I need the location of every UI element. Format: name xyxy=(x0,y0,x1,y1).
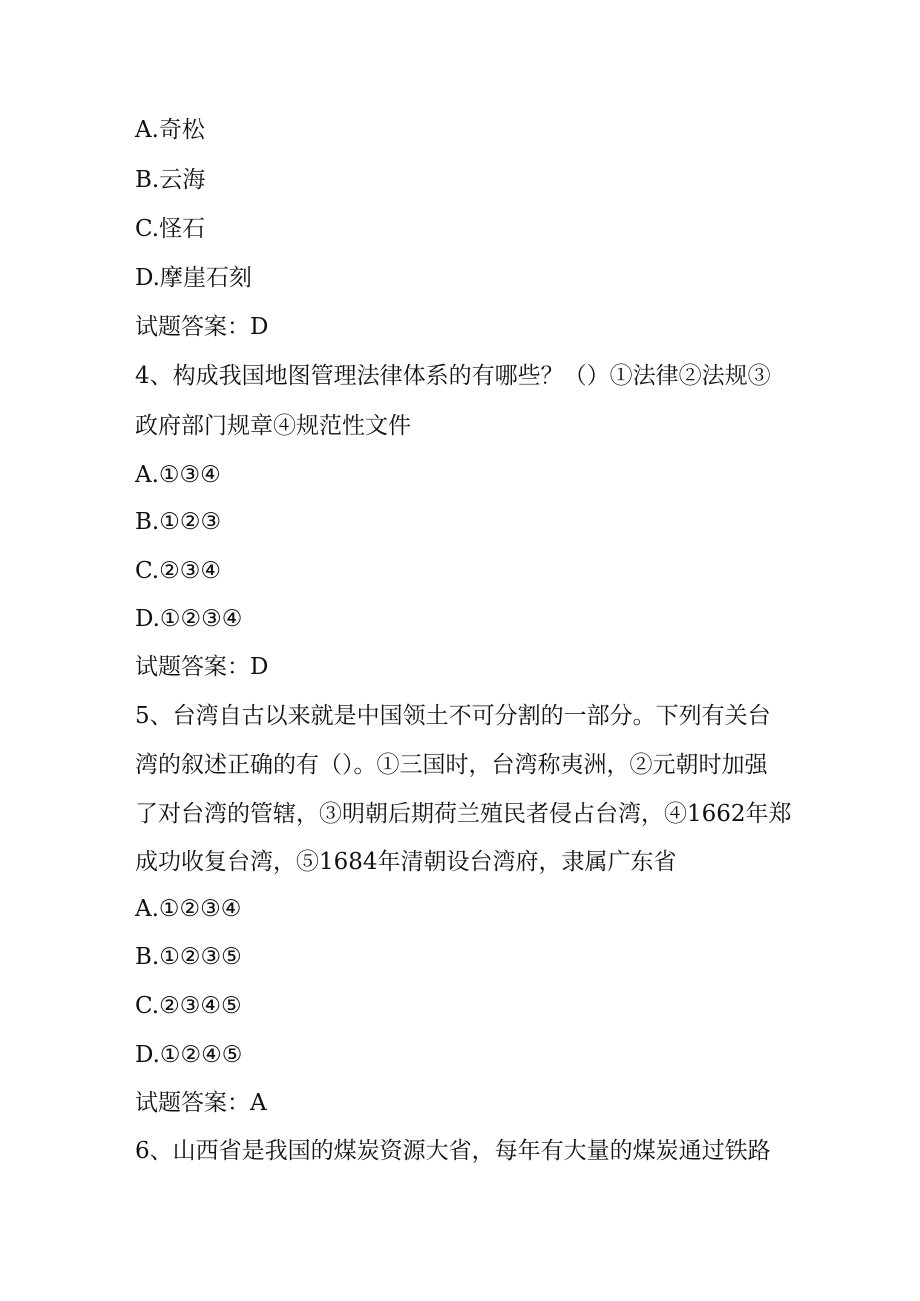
q3-option-c: C.怪石 xyxy=(135,216,206,242)
q4-text-line-1: 4、构成我国地图管理法律体系的有哪些？（）①法律②法规③ xyxy=(135,363,771,389)
q5-option-b: B.①②③⑤ xyxy=(135,944,242,970)
q5-text-line-1: 5、台湾自古以来就是中国领土不可分割的一部分。下列有关台 xyxy=(135,703,771,729)
q4-text-line-2: 政府部门规章④规范性文件 xyxy=(135,413,411,439)
q4-option-d: D.①②③④ xyxy=(135,606,243,632)
q5-answer: 试题答案：A xyxy=(135,1090,267,1116)
q3-option-d: D.摩崖石刻 xyxy=(135,265,252,291)
q5-text-line-3: 了对台湾的管辖，③明朝后期荷兰殖民者侵占台湾，④1662年郑 xyxy=(135,801,792,827)
q4-option-c: C.②③④ xyxy=(135,558,221,584)
q5-option-d: D.①②④⑤ xyxy=(135,1042,243,1068)
q5-option-a: A.①②③④ xyxy=(135,896,242,922)
q3-answer: 试题答案：D xyxy=(135,314,269,340)
q4-option-b: B.①②③ xyxy=(135,509,222,535)
q4-option-a: A.①③④ xyxy=(135,462,221,488)
q6-text-line-1: 6、山西省是我国的煤炭资源大省，每年有大量的煤炭通过铁路 xyxy=(135,1138,771,1164)
q3-option-b: B.云海 xyxy=(135,167,206,193)
q3-option-a: A.奇松 xyxy=(135,117,205,143)
q5-text-line-2: 湾的叙述正确的有（）。①三国时，台湾称夷洲，②元朝时加强 xyxy=(135,752,768,778)
q5-text-line-4: 成功收复台湾，⑤1684年清朝设台湾府，隶属广东省 xyxy=(135,849,677,875)
q5-option-c: C.②③④⑤ xyxy=(135,993,242,1019)
q4-answer: 试题答案：D xyxy=(135,654,269,680)
